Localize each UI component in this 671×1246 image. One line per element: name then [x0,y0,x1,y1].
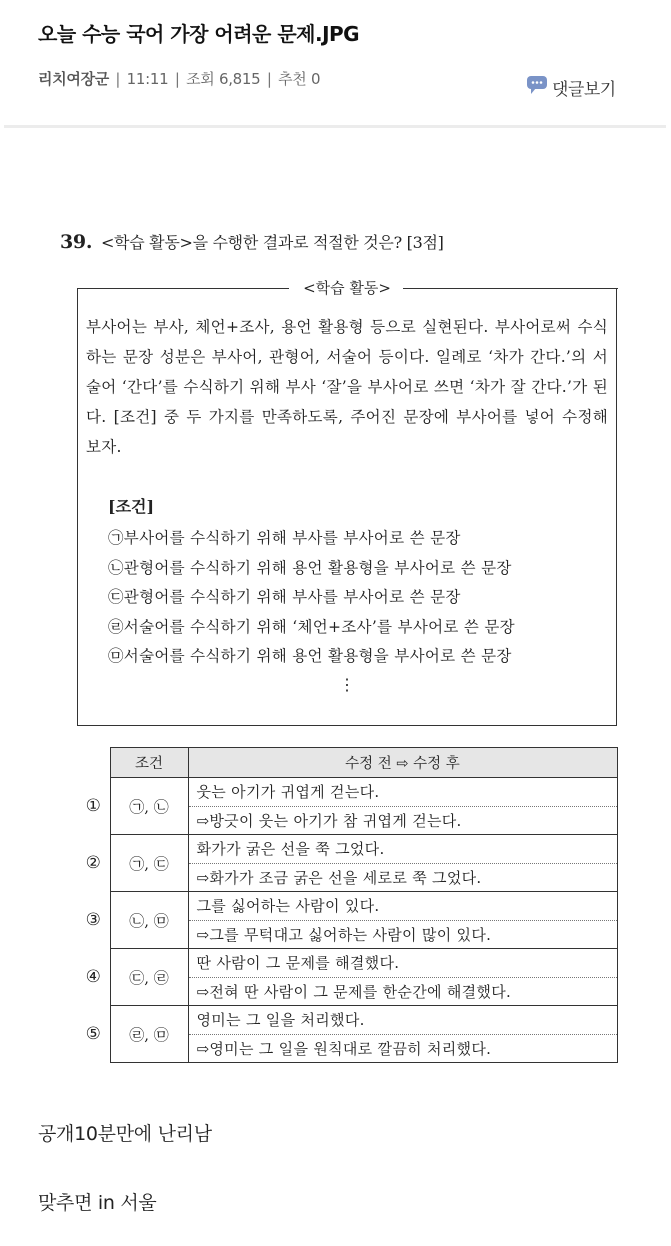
post-meta [38,68,320,89]
recommend-label: 추천 [278,70,307,88]
meta-separator: | [266,70,272,88]
table-row [77,949,617,978]
table-row [77,835,617,864]
sentence-after: ⇨그를 무턱대고 싫어하는 사람이 많이 있다. [188,920,617,949]
sentence-after: ⇨화가가 조금 굵은 선을 세로로 쭉 그었다. [188,863,617,892]
option-number[interactable]: ⑤ [85,1024,101,1044]
sentence-after: ⇨전혀 딴 사람이 그 문제를 한순간에 해결했다. [188,977,617,1006]
sentence-after: ⇨방긋이 웃는 아기가 참 귀엽게 걷는다. [188,806,617,835]
table-row [77,892,617,921]
condition-item: ㉢관형어를 수식하기 위해 부사를 부사어로 쓴 문장 [108,588,461,606]
box-label: <학습 활동> [303,279,391,297]
header-condition: 조건 [110,748,188,778]
option-number[interactable]: ② [85,853,101,873]
option-conditions: ㉡, ㉤ [110,892,188,949]
post-header [0,0,671,128]
option-number[interactable]: ③ [85,910,101,930]
sentence-before: 딴 사람이 그 문제를 해결했다. [188,949,617,978]
option-conditions: ㉠, ㉡ [110,778,188,835]
option-number[interactable]: ④ [85,967,101,987]
conditions-title: [조건] [108,497,155,516]
learning-activity-box [77,279,617,726]
table-row [77,1006,617,1035]
body-line: 맞추면 in 서울 [38,1192,157,1214]
answer-options-table [77,747,618,1063]
recommend-count: 0 [310,70,321,88]
sentence-before: 웃는 아기가 귀엽게 걷는다. [188,778,617,807]
option-conditions: ㉣, ㉤ [110,1006,188,1063]
meta-separator: | [174,70,180,88]
meta-separator: | [115,70,121,88]
question-title [60,230,444,253]
activity-paragraph: 부사어는 부사, 체언+조사, 용언 활용형 등으로 실현된다. 부사어로써 수식하는 문장 성분은 부사어, 관형어, 서술어 등이다. 일례로 ‘차가 간다.’의 서술어 ‘간다’를 수식하기 위해 부사 ‘잘’을 부사어로 쓰면 ‘차가 잘 간다.’가 된다. [조건] 중 두 가지를 만족하도록, 주어진 문장에 부사어를 넣어 수정해 보자. [86,318,608,456]
conditions-list [108,524,515,672]
option-conditions: ㉢, ㉣ [110,949,188,1006]
header-revision: 수정 전 ⇨ 수정 후 [188,748,617,778]
exam-question-image [0,128,671,1078]
question-text: <학습 활동>을 수행한 결과로 적절한 것은? [3점] [100,233,444,252]
body-line: 공개10분만에 난리남 [38,1123,212,1145]
view-comments-label: 댓글보기 [552,80,616,100]
views-label: 조회 [186,70,215,88]
condition-item: ㉣서술어를 수식하기 위해 ‘체언+조사’를 부사어로 쓴 문장 [108,617,515,636]
post-time: 11:11 [126,70,169,88]
sentence-before: 화가가 굵은 선을 쭉 그었다. [188,835,617,864]
ellipsis: ⋮ [339,675,355,694]
post-title: 오늘 수능 국어 가장 어려운 문제.JPG [38,22,360,46]
condition-item: ㉠부사어를 수식하기 위해 부사를 부사어로 쓴 문장 [108,529,461,547]
views-count: 6,815 [218,70,261,88]
post-body [38,1120,212,1246]
view-comments-link[interactable] [526,75,616,100]
option-conditions: ㉠, ㉢ [110,835,188,892]
author-name[interactable]: 리치여장군 [38,70,109,88]
sentence-after: ⇨영미는 그 일을 원칙대로 깔끔히 처리했다. [188,1034,617,1063]
table-header-row [77,748,617,778]
option-number[interactable]: ① [85,796,101,816]
table-row [77,778,617,807]
sentence-before: 그를 싫어하는 사람이 있다. [188,892,617,921]
condition-item: ㉡관형어를 수식하기 위해 용언 활용형을 부사어로 쓴 문장 [108,558,512,577]
sentence-before: 영미는 그 일을 처리했다. [188,1006,617,1035]
speech-bubble-icon [526,75,552,100]
condition-item: ㉤서술어를 수식하기 위해 용언 활용형을 부사어로 쓴 문장 [108,647,512,665]
question-number: 39. [60,231,93,253]
